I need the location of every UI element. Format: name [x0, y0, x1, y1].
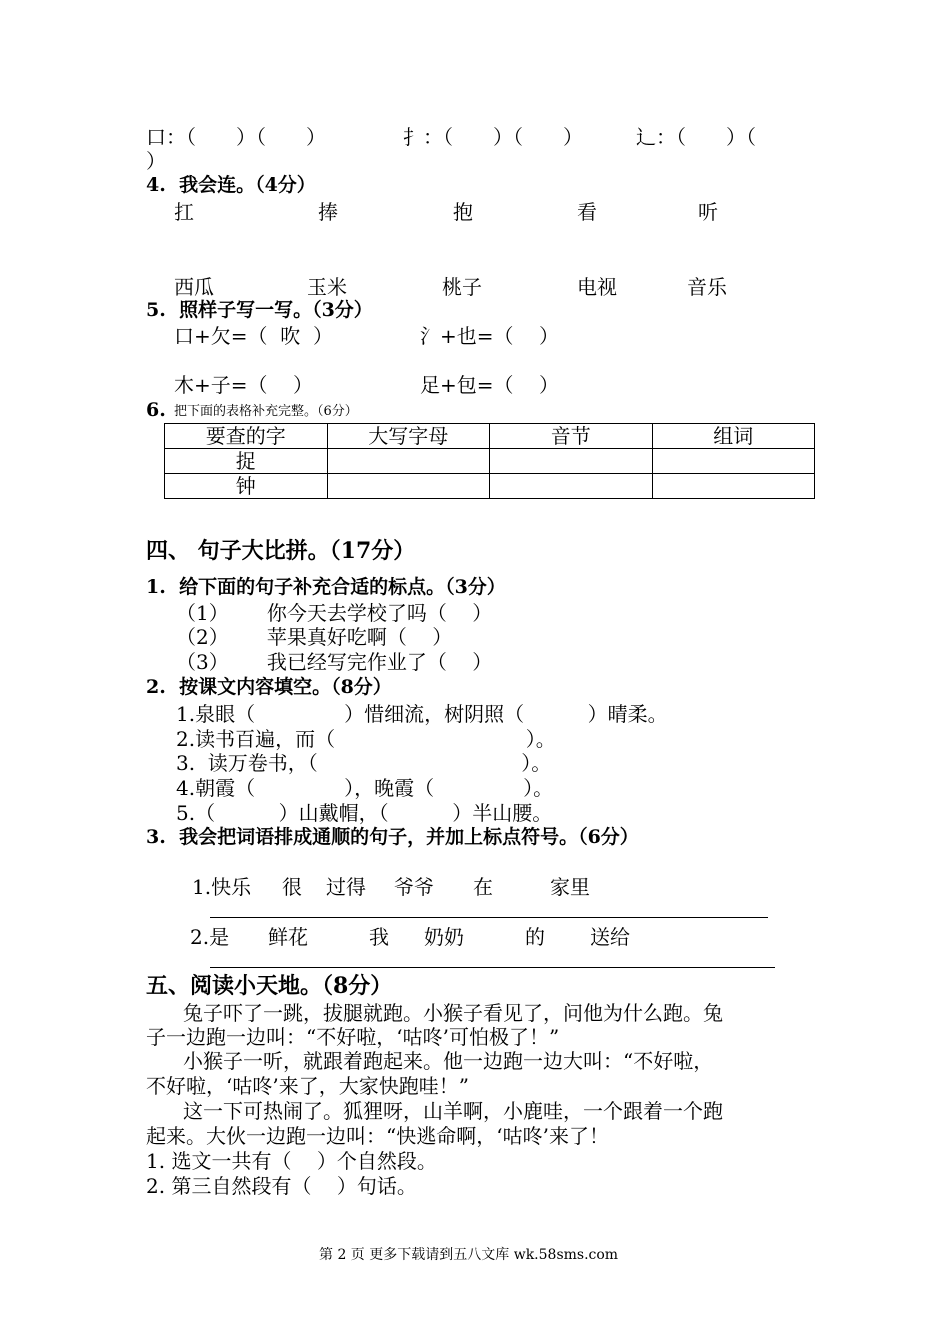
- q6-number: 6.: [146, 399, 166, 421]
- punct-item: （2） 苹果真好吃啊（ ）: [176, 625, 453, 649]
- word-item: 过得: [326, 875, 366, 899]
- punct-item: （1） 你今天去学校了吗（ ）: [176, 601, 493, 625]
- table-header: 要查的字: [165, 424, 328, 449]
- word-item: 在: [473, 875, 493, 899]
- passage-line: 这一下可热闹了。狐狸呀，山羊啊，小鹿哇，一个跟着一个跑: [183, 1099, 723, 1123]
- table-cell[interactable]: [490, 474, 653, 499]
- q4-title: 4. 我会连。（4分）: [146, 174, 316, 196]
- passage-line: 子一边跑一边叫：“不好啦，‘咕咚’可怕极了！”: [146, 1025, 560, 1049]
- verb-item: 扛: [174, 200, 194, 224]
- page-footer: 第 2 页 更多下载请到五八文库 wk.58sms.com: [319, 1247, 619, 1263]
- fill-item: 2.读书百遍，而（ ）。: [176, 727, 556, 751]
- word-item: 奶奶: [424, 925, 464, 949]
- q6-title: 把下面的表格补充完整。（6分）: [174, 404, 358, 419]
- compose-item: 木+子=（ ）: [174, 373, 313, 397]
- s4-q1-title: 1. 给下面的句子补充合适的标点。（3分）: [146, 576, 506, 598]
- verb-item: 看: [577, 200, 597, 224]
- table-row: [165, 474, 815, 499]
- table-cell[interactable]: [327, 474, 490, 499]
- wrapped-paren: ）: [146, 149, 166, 173]
- table-cell[interactable]: [652, 474, 815, 499]
- section5-title: 五、阅读小天地。（8分）: [146, 973, 393, 999]
- word-item: 爷爷: [394, 875, 434, 899]
- table-header: 大写字母: [327, 424, 490, 449]
- table-header-row: [165, 424, 815, 449]
- reading-question: 1. 选文一共有（ ）个自然段。: [146, 1149, 437, 1173]
- radical-hand-blank: 扌：（ ）（ ）: [403, 125, 583, 149]
- s4-q3-title: 3. 我会把词语排成通顺的句子，并加上标点符号。（6分）: [146, 826, 639, 848]
- answer-line[interactable]: [210, 967, 775, 968]
- noun-item: 桃子: [442, 275, 482, 299]
- verb-item: 抱: [453, 200, 473, 224]
- word-item: 鲜花: [268, 925, 308, 949]
- radical-mouth-blank: 口：（ ）（ ）: [146, 125, 326, 149]
- table-cell[interactable]: [490, 449, 653, 474]
- noun-item: 音乐: [687, 275, 727, 299]
- passage-line: 起来。大伙一边跑一边叫：“快逃命啊，‘咕咚’来了！: [146, 1124, 609, 1148]
- fill-item: 4.朝霞（ ），晚霞（ ）。: [176, 776, 554, 800]
- passage-line: 兔子吓了一跳，拔腿就跑。小猴子看见了，问他为什么跑。兔: [183, 1001, 723, 1025]
- noun-item: 电视: [577, 275, 617, 299]
- compose-item: 口+欠=（ 吹 ）: [174, 324, 333, 348]
- word-table: [164, 423, 815, 499]
- table-cell[interactable]: [652, 449, 815, 474]
- table-cell: 钟: [165, 474, 328, 499]
- table-row: [165, 449, 815, 474]
- reading-question: 2. 第三自然段有（ ）句话。: [146, 1174, 417, 1198]
- q5-title: 5. 照样子写一写。（3分）: [146, 299, 373, 321]
- word-item: 的: [525, 925, 545, 949]
- fill-item: 3. 读万卷书，（ ）。: [176, 751, 552, 775]
- verb-item: 捧: [318, 200, 338, 224]
- word-item: 2.是: [190, 925, 230, 949]
- passage-line: 不好啦，‘咕咚’来了，大家快跑哇！”: [146, 1074, 469, 1098]
- compose-item: 足+包=（ ）: [420, 373, 559, 397]
- noun-item: 玉米: [307, 275, 347, 299]
- fill-item: 1.泉眼（ ）惜细流，树阴照（ ）晴柔。: [176, 702, 668, 726]
- word-item: 家里: [550, 875, 590, 899]
- s4-q2-title: 2. 按课文内容填空。（8分）: [146, 676, 392, 698]
- punct-item: （3） 我已经写完作业了（ ）: [176, 650, 493, 674]
- word-item: 我: [369, 925, 389, 949]
- answer-line[interactable]: [210, 917, 768, 918]
- compose-item: 氵+也=（ ）: [420, 324, 559, 348]
- word-item: 很: [282, 875, 302, 899]
- table-header: 组词: [652, 424, 815, 449]
- passage-line: 小猴子一听，就跟着跑起来。他一边跑一边大叫：“不好啦，: [183, 1049, 714, 1073]
- table-header: 音节: [490, 424, 653, 449]
- radical-walk-blank: 辶：（ ）（: [636, 125, 756, 149]
- word-item: 送给: [590, 925, 630, 949]
- word-item: 1.快乐: [192, 875, 252, 899]
- section4-title: 四、 句子大比拼。（17分）: [146, 538, 416, 564]
- table-cell: 捉: [165, 449, 328, 474]
- noun-item: 西瓜: [174, 275, 214, 299]
- table-cell[interactable]: [327, 449, 490, 474]
- fill-item: 5.（ ）山戴帽，（ ）半山腰。: [176, 801, 553, 825]
- verb-item: 听: [698, 200, 718, 224]
